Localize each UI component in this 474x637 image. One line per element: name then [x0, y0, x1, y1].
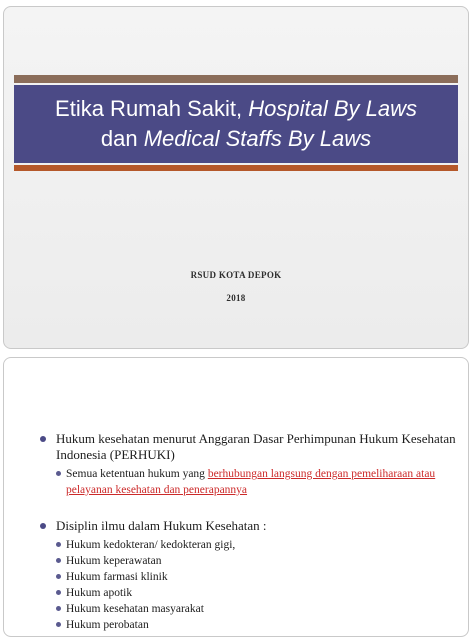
- list-item: [34, 617, 456, 633]
- title-bottom-rule: [14, 165, 458, 171]
- title-slide: [3, 6, 469, 349]
- list-item-text: Hukum perobatan: [66, 619, 149, 631]
- title-line-2-italic: Medical Staffs By Laws: [143, 126, 372, 151]
- content-slide: [3, 357, 469, 637]
- list-item: [34, 553, 456, 569]
- section-1-sublist: [34, 466, 456, 498]
- list-item: [34, 585, 456, 601]
- bullet-section-2: [34, 518, 456, 534]
- list-item: [34, 601, 456, 617]
- list-item-text: Hukum kedokteran/ kedokteran gigi,: [66, 539, 236, 551]
- sub-bullet-dot-icon: [56, 558, 61, 563]
- section-2-text: Disiplin ilmu dalam Hukum Kesehatan :: [56, 518, 267, 533]
- sub-bullet-dot-icon: [56, 590, 61, 595]
- sub-bullet-dot-icon: [56, 542, 61, 547]
- list-item-text: Hukum apotik: [66, 587, 133, 599]
- bullet-section-1: [34, 431, 456, 463]
- sub-bullet-dot-icon: [56, 471, 61, 476]
- title-line-2-plain: dan: [100, 126, 144, 151]
- section-2-sublist: [34, 537, 456, 633]
- title-line-1-plain: Etika Rumah Sakit,: [55, 96, 249, 121]
- title-line-1: [55, 94, 417, 124]
- definition-prefix: Semua ketentuan hukum yang: [66, 468, 208, 480]
- sub-bullet-definition: [34, 466, 456, 498]
- title-top-rule: [14, 75, 458, 83]
- list-item-text: Hukum kesehatan masyarakat: [66, 603, 204, 615]
- list-item-text: Hukum keperawatan: [66, 555, 162, 567]
- year-label: 2018: [226, 293, 246, 303]
- title-line-2: [101, 124, 371, 154]
- slide-content: [34, 431, 456, 633]
- bullet-dot-icon: [40, 436, 46, 442]
- list-item-text: Hukum farmasi klinik: [66, 571, 168, 583]
- list-item: [34, 537, 456, 553]
- bullet-dot-icon: [40, 523, 46, 529]
- sub-bullet-dot-icon: [56, 606, 61, 611]
- title-line-1-italic: Hospital By Laws: [248, 96, 417, 121]
- sub-bullet-dot-icon: [56, 622, 61, 627]
- title-band: [14, 85, 458, 163]
- section-1-text: Hukum kesehatan menurut Anggaran Dasar Perhimpunan Hukum Kesehatan Indonesia (PERHUKI): [56, 431, 456, 462]
- organization-name: RSUD KOTA DEPOK: [190, 270, 282, 280]
- definition-highlight: berhubungan langsung dengan pemeliharaan atau pelayanan kesehatan dan penerapannya: [66, 468, 436, 496]
- sub-bullet-dot-icon: [56, 574, 61, 579]
- list-item: [34, 569, 456, 585]
